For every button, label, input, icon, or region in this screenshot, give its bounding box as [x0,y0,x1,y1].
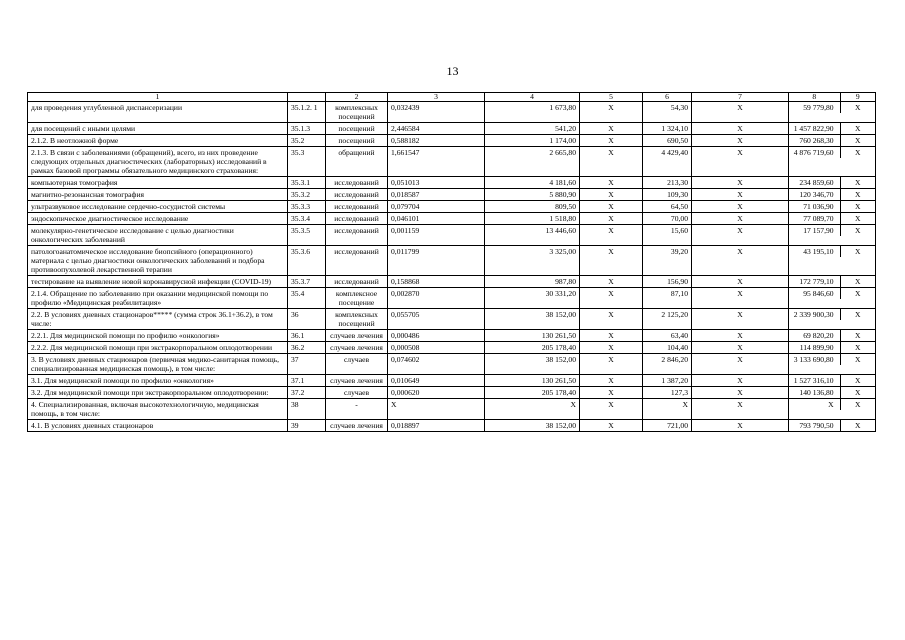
row-unit-cell: комплексных посещений [326,309,388,330]
column-header: 6 [643,93,692,102]
row-name-cell: 2.2.2. Для медицинской помощи при экстракорпоральном оплодотворении [28,342,288,354]
row-norm-cell: 0,046101 [388,213,485,225]
row-col6-cell: 721,00 [643,420,692,432]
row-col8-cell [789,147,876,177]
row-col8-value: X [789,399,841,410]
row-col5-cell: X [580,102,643,123]
row-unit-cell: случаев лечения [326,420,388,432]
table-row [28,201,876,213]
row-cost-cell: 38 152,00 [485,354,580,375]
row-unit-cell: случаев лечения [326,330,388,342]
row-cost-cell: 130 261,50 [485,330,580,342]
row-code-cell: 35.3.6 [288,246,326,276]
row-unit-cell: - [326,399,388,420]
row-unit-cell: случаев лечения [326,375,388,387]
row-col9-cell: X [855,400,861,409]
row-col8-cell [789,288,876,309]
row-cost-cell: 4 181,60 [485,177,580,189]
row-norm-cell: 0,032439 [388,102,485,123]
row-col5-cell: X [580,189,643,201]
row-col5-cell: X [580,387,643,399]
row-norm-cell: 0,001159 [388,225,485,246]
row-col6-cell: 690,50 [643,135,692,147]
row-norm-cell: 0,018897 [388,420,485,432]
row-norm-cell: 0,000620 [388,387,485,399]
row-col7-cell: X [692,246,789,276]
row-col7-cell: X [692,387,789,399]
row-col8-cell [789,354,876,375]
row-col5-cell: X [580,123,643,135]
row-code-cell: 35.3 [288,147,326,177]
row-col7-cell: X [692,177,789,189]
row-code-cell: 35.3.7 [288,276,326,288]
row-col8-value: 77 089,70 [789,213,841,224]
row-cost-cell: 13 446,60 [485,225,580,246]
row-col8-cell [789,135,876,147]
row-col6-cell: 4 429,40 [643,147,692,177]
column-header: 8 [789,93,841,101]
row-norm-cell: 0,010649 [388,375,485,387]
row-col8-cell [789,201,876,213]
row-code-cell: 38 [288,399,326,420]
row-code-cell: 37.1 [288,375,326,387]
column-header: 3 [388,93,485,102]
table-row [28,309,876,330]
row-col5-cell: X [580,342,643,354]
row-col9-cell: X [855,178,861,187]
table-row [28,102,876,123]
row-col8-cell [789,213,876,225]
row-norm-cell: 0,074602 [388,354,485,375]
row-col8-cell [789,420,876,432]
row-code-cell: 36 [288,309,326,330]
row-norm-cell: 0,011799 [388,246,485,276]
row-name-cell: тестирование на выявление новой коронавирусной инфекции (COVID-19) [28,276,288,288]
row-col9-cell: X [855,331,861,340]
table-body [28,102,876,432]
table-row [28,288,876,309]
row-col5-cell: X [580,213,643,225]
row-name-cell: 2.2. В условиях дневных стационаров***** (сумма строк 36.1+36.2), в том числе: [28,309,288,330]
row-unit-cell: обращений [326,147,388,177]
row-col7-cell: X [692,225,789,246]
column-header: 2 [326,93,388,102]
row-col5-cell: X [580,354,643,375]
row-norm-cell: X [388,399,485,420]
page-number: 13 [446,64,459,78]
row-code-cell: 35.4 [288,288,326,309]
row-col8-value: 234 859,60 [789,177,841,188]
row-cost-cell: 30 331,20 [485,288,580,309]
row-cost-cell: 987,80 [485,276,580,288]
column-header: 4 [485,93,580,102]
row-col9-cell: X [855,247,861,256]
table-row [28,354,876,375]
row-col6-cell: X [643,399,692,420]
row-col7-cell: X [692,189,789,201]
row-col6-cell: 1 324,10 [643,123,692,135]
row-col8-value: 4 876 719,60 [789,147,841,158]
row-col7-cell: X [692,309,789,330]
row-col9-cell: X [855,190,861,199]
row-col6-cell: 87,10 [643,288,692,309]
row-code-cell: 35.3.2 [288,189,326,201]
row-col5-cell: X [580,201,643,213]
row-unit-cell: исследований [326,201,388,213]
column-header [288,93,326,102]
row-col6-cell: 64,50 [643,201,692,213]
row-col6-cell: 104,40 [643,342,692,354]
row-col5-cell: X [580,276,643,288]
row-cost-cell: X [485,399,580,420]
row-norm-cell: 0,158868 [388,276,485,288]
row-name-cell: 4.1. В условиях дневных стационаров [28,420,288,432]
row-col9-cell: X [855,289,861,298]
row-col8-value: 1 457 822,90 [789,123,841,134]
row-unit-cell: случаев [326,387,388,399]
row-col6-cell: 70,00 [643,213,692,225]
table-row [28,135,876,147]
row-col9-cell: X [855,226,861,235]
row-norm-cell: 0,588182 [388,135,485,147]
row-code-cell: 35.1.3 [288,123,326,135]
row-col8-value: 760 268,30 [789,135,841,146]
row-col6-cell: 15,60 [643,225,692,246]
row-col5-cell: X [580,246,643,276]
row-code-cell: 35.3.3 [288,201,326,213]
row-name-cell: ультразвуковое исследование сердечно-сосудистой системы [28,201,288,213]
row-col5-cell: X [580,330,643,342]
table-row [28,225,876,246]
row-col9-cell: X [855,421,861,430]
row-col8-value: 71 036,90 [789,201,841,212]
row-cost-cell: 541,20 [485,123,580,135]
row-col6-cell: 156,90 [643,276,692,288]
row-name-cell: молекулярно-генетическое исследование с целью диагностики онкологических заболеваний [28,225,288,246]
table-row [28,330,876,342]
row-unit-cell: исследований [326,213,388,225]
column-header: 7 [692,93,789,102]
row-col7-cell: X [692,399,789,420]
row-col7-cell: X [692,342,789,354]
row-norm-cell: 1,661547 [388,147,485,177]
row-name-cell: 2.1.4. Обращение по заболеванию при оказании медицинской помощи по профилю «Медицинская реабилитация» [28,288,288,309]
row-col6-cell: 39,20 [643,246,692,276]
row-col8-value: 59 779,80 [789,102,841,113]
row-col6-cell: 213,30 [643,177,692,189]
row-col8-cell [789,177,876,189]
row-cost-cell: 2 665,80 [485,147,580,177]
row-col7-cell: X [692,288,789,309]
row-unit-cell: посещений [326,123,388,135]
row-col7-cell: X [692,330,789,342]
row-norm-cell: 0,000508 [388,342,485,354]
table-row [28,375,876,387]
row-col5-cell: X [580,375,643,387]
row-col6-cell: 63,40 [643,330,692,342]
row-unit-cell: исследований [326,276,388,288]
row-code-cell: 35.2 [288,135,326,147]
row-unit-cell: случаев лечения [326,342,388,354]
row-code-cell: 35.1.2. 1 [288,102,326,123]
row-unit-cell: случаев [326,354,388,375]
row-col8-value: 140 136,80 [789,387,841,398]
table-row [28,213,876,225]
row-code-cell: 35.3.1 [288,177,326,189]
row-cost-cell: 130 261,50 [485,375,580,387]
row-name-cell: для посещений с иными целями [28,123,288,135]
row-cost-cell: 205 178,40 [485,342,580,354]
row-col5-cell: X [580,309,643,330]
row-col9-cell: X [855,343,861,352]
row-unit-cell: исследований [326,225,388,246]
row-name-cell: компьютерная томография [28,177,288,189]
row-cost-cell: 1 174,00 [485,135,580,147]
row-col9-cell: X [855,148,861,157]
row-col8-cell [789,225,876,246]
row-col6-cell: 127,3 [643,387,692,399]
row-col6-cell: 2 125,20 [643,309,692,330]
row-name-cell: для проведения углубленной диспансеризации [28,102,288,123]
table-row [28,420,876,432]
row-col9-cell: X [855,355,861,364]
row-col7-cell: X [692,375,789,387]
row-norm-cell: 2,446584 [388,123,485,135]
header-row [28,93,876,102]
row-cost-cell: 1 673,80 [485,102,580,123]
data-table [27,92,876,432]
row-col8-value: 95 846,60 [789,288,841,299]
table-row [28,399,876,420]
row-col9-cell: X [855,214,861,223]
row-cost-cell: 38 152,00 [485,309,580,330]
row-col9-cell: X [855,277,861,286]
column-header: 9 [855,92,860,101]
row-col6-cell: 54,30 [643,102,692,123]
row-col9-cell: X [855,388,861,397]
row-col5-cell: X [580,225,643,246]
row-col8-value: 69 820,20 [789,330,841,341]
row-unit-cell: комплексных посещений [326,102,388,123]
row-col8-cell [789,387,876,399]
row-col9-cell: X [855,202,861,211]
row-col9-cell: X [855,376,861,385]
row-name-cell: магнитно-резонансная томография [28,189,288,201]
row-col8-cell [789,246,876,276]
row-col5-cell: X [580,420,643,432]
table-row [28,276,876,288]
row-norm-cell: 0,002870 [388,288,485,309]
table-row [28,189,876,201]
row-name-cell: 2.1.3. В связи с заболеваниями (обращений), всего, из них проведение следующих отдельных диагностических (лабораторных) исследований в рамках базовой программы обязательного медицинского страхования: [28,147,288,177]
row-col8-value: 793 790,50 [789,420,841,431]
row-col8-cell [789,102,876,123]
row-col8-cell [789,375,876,387]
row-code-cell: 37 [288,354,326,375]
row-col8-cell [789,399,876,420]
row-col8-cell [789,309,876,330]
row-col7-cell: X [692,123,789,135]
row-name-cell: 4. Специализированная, включая высокотехнологичную, медицинская помощь, в том числе: [28,399,288,420]
row-col8-value: 1 527 316,10 [789,375,841,386]
row-col8-value: 172 779,10 [789,276,841,287]
row-name-cell: эндоскопическое диагностическое исследование [28,213,288,225]
table-row [28,177,876,189]
table-row [28,246,876,276]
row-col8-cell [789,123,876,135]
row-col6-cell: 1 387,20 [643,375,692,387]
row-unit-cell: посещений [326,135,388,147]
row-col5-cell: X [580,135,643,147]
row-col8-value: 3 133 690,80 [789,354,841,365]
row-col8-cell [789,342,876,354]
row-unit-cell: исследований [326,177,388,189]
row-norm-cell: 0,051013 [388,177,485,189]
row-col8-value: 114 899,90 [789,342,841,353]
row-col6-cell: 2 846,20 [643,354,692,375]
row-col8-value: 2 339 900,30 [789,309,841,320]
row-code-cell: 35.3.4 [288,213,326,225]
row-col7-cell: X [692,213,789,225]
row-unit-cell: исследований [326,189,388,201]
row-code-cell: 37.2 [288,387,326,399]
row-unit-cell: исследований [326,246,388,276]
row-col6-cell: 109,30 [643,189,692,201]
row-cost-cell: 809,50 [485,201,580,213]
row-cost-cell: 1 518,80 [485,213,580,225]
row-col7-cell: X [692,147,789,177]
row-col7-cell: X [692,102,789,123]
row-cost-cell: 205 178,40 [485,387,580,399]
row-col5-cell: X [580,147,643,177]
row-name-cell: 2.1.2. В неотложной форме [28,135,288,147]
row-col9-cell: X [855,136,861,145]
row-col7-cell: X [692,135,789,147]
row-col5-cell: X [580,399,643,420]
row-code-cell: 39 [288,420,326,432]
column-header: 1 [28,93,288,102]
row-col9-cell: X [855,103,861,112]
row-name-cell: 2.2.1. Для медицинской помощи по профилю «онкология» [28,330,288,342]
row-norm-cell: 0,055705 [388,309,485,330]
row-cost-cell: 5 880,90 [485,189,580,201]
table-row [28,387,876,399]
row-col8-value: 43 195,10 [789,246,841,257]
row-col9-cell: X [855,310,861,319]
row-col7-cell: X [692,354,789,375]
row-norm-cell: 0,000486 [388,330,485,342]
row-cost-cell: 3 325,00 [485,246,580,276]
row-col8-cell [789,330,876,342]
column-header: 5 [580,93,643,102]
row-col8-cell [789,276,876,288]
row-col8-value: 17 157,90 [789,225,841,236]
table-row [28,123,876,135]
row-code-cell: 36.2 [288,342,326,354]
row-name-cell: 3.2. Для медицинской помощи при экстракорпоральном оплодотворении: [28,387,288,399]
table-row [28,342,876,354]
row-name-cell: 3.1. Для медицинской помощи по профилю «онкология» [28,375,288,387]
row-code-cell: 36.1 [288,330,326,342]
row-name-cell: патологоанатомическое исследование биопсийного (операционного) материала с целью диагностики онкологических заболеваний и подбора противоопухолевой лекарственной терапии [28,246,288,276]
row-col5-cell: X [580,288,643,309]
table-row [28,147,876,177]
row-norm-cell: 0,018587 [388,189,485,201]
column-header [789,93,876,102]
row-col9-cell: X [855,124,861,133]
row-code-cell: 35.3.5 [288,225,326,246]
row-col7-cell: X [692,201,789,213]
row-name-cell: 3. В условиях дневных стационаров (первичная медико-санитарная помощь, специализированная медицинская помощь), в том числе: [28,354,288,375]
row-cost-cell: 38 152,00 [485,420,580,432]
row-unit-cell: комплексное посещение [326,288,388,309]
row-norm-cell: 0,079704 [388,201,485,213]
row-col5-cell: X [580,177,643,189]
row-col7-cell: X [692,276,789,288]
row-col8-cell [789,189,876,201]
row-col7-cell: X [692,420,789,432]
row-col8-value: 120 346,70 [789,189,841,200]
